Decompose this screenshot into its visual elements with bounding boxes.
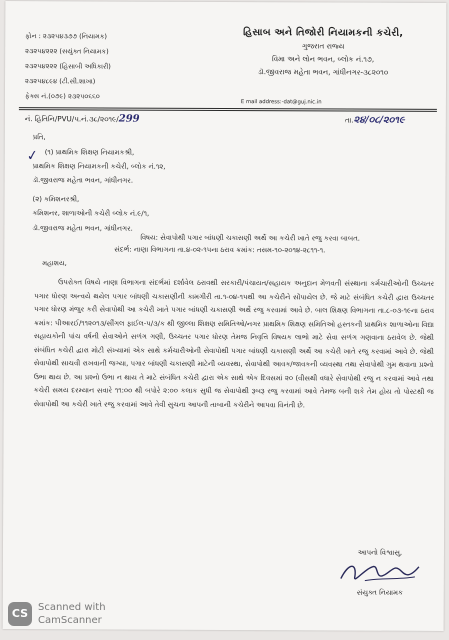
body-paragraph: ઉપરોક્ત વિષયે નાણા વિભાગના સંદર્ભમાં દર્શાવેલ ઠરાવથી સરકારી/પંચાયત/સહાયક અનુદાન મેળવતી સંસ્થાના કર્મચારીઓની ઉચ્ચતર પગાર ધોરણ અન્વયે થયેલ પગાર બાંધણી ચકાસણીની કામગીરી તા.૧-૦૪-૧૫થી આ કચેરીને સોંપાયેલ છે. જે માટે સંબંધિત કચેરી દ્વારા ઉચ્ચતર પગાર ધોરણ મંજુર કરી સેવાપોથી આ કચેરી ખાતે પગાર બાંધણી ચકાસણી અર્થે રજુ કરવામાં આવે છે. બાલ શિક્ષણ વિભાગના તા.૮-૦૩-૧૯ના ઠરાવ ક્રમાંક: પીઆરઈ/૧૧૨૦૧૩/સીંગલ ફાઈલ-૫/૩/ક થી જીલ્લા શિક્ષણ સમિતિઓ/નગર પ્રાથમિક શિક્ષણ સમિતિઓ હસ્તકની પ્રાથમિક શાળાઓના વિદ્યા સહાયકોની પાંચ વર્ષની સેવાઓને સળંગ ગણી, ઉચ્ચતર પગાર ધોરણ તેમજ નિવૃત્તિ વિષયક લાભો માટે સેવા સળંગ ગણવાના ઠરાવેલ છે. જેથી સંબંધિત કચેરી દ્વારા મોટી સંખ્યામાં એક સાથે કર્મચારીઓની સેવાપોથી પગાર બાંધણી ચકાસણી અર્થે આ કચેરી ખાતે રજુ કરવામાં આવે છે. જેથી સેવાપોથી સાચવી રાખવાની જગ્યા, પગાર બાંધણી ચકાસણી માટેની વ્યવસ્થા, સેવાપોથી આવક/જાવકની વ્યવસ્થા તથા સેવાપોથી ગુમ થવાના પ્રશ્નો ઉભા થાય છે. આ પ્રશ્નો ઉભા ન થાય તે માટે સંબંધિત કચેરી દ્વારા એક સાથે એક દિવસમાં ૨૦ (વીસથી વધારે સેવાપોથી રજુ ન કરવામાં આવે તથા કચેરી સમય દરમ્યાન સવારે ૧૧:૦૦ થી બપોરે ૨:૦૦ કલાક સુધી જ સેવાપોથી રૂબરૂ રજુ કરવામાં આવે તેમજ બની શકે તેમ હોય તો પોસ્ટથી જ સેવાપોથી આ કચેરી ખાતે રજુ કરવામાં આવે તેવી સુચના આપની તાબાની કચેરીને આપવા વિનંતી છે. [33, 278, 435, 409]
watermark-line: Scanned with [38, 602, 106, 613]
office-address-line: ડૉ.જીવરાજ મહેતા ભવન, ગાંધીનગર-૩૮૨૦૧૦ [257, 67, 389, 77]
reference-prefix: નં. હિતિનિ/PVU/પ.નં.૩૮/૨૦૧૯/ [24, 114, 119, 124]
closing-yours: આપનો વિશ્વાસુ, [357, 548, 403, 557]
camscanner-logo-icon: CS [8, 602, 32, 626]
recipient-line: (૨) કમિશનરશ્રી, [32, 195, 80, 204]
checkmark-icon: ✓ [25, 147, 40, 165]
letter-page [3, 1, 447, 631]
handwritten-date: ૨૪/૦૮/૨૦૧૯ [353, 114, 405, 126]
reference-number [25, 113, 140, 125]
closing-designation: સંયુક્ત નિયામક [356, 588, 403, 597]
handwritten-signature [335, 558, 425, 586]
header-phone-line: ૨૩૨૫૪૨૨૨ (હિસાબી અધિકારી) [25, 62, 111, 71]
handwritten-outward-number: 299 [118, 113, 140, 125]
recipient-line: ડૉ.જીવરાજ મહેતા ભવન, ગાંધીનગર. [32, 224, 133, 233]
scanner-watermark [8, 600, 128, 630]
header-office-block [215, 26, 431, 79]
date-prefix: તા. [344, 115, 354, 125]
recipient-line: કમિશનર, શાળાઓની કચેરી બ્લોક નં.૯/૧, [32, 209, 150, 218]
office-address-line: વિમા અને લોન ભવન, બ્લોક નં.૧૭, [271, 54, 375, 64]
recipient-line: ડૉ.જીવરાજ મહેતા ભવન, ગાંધીનગર. [32, 176, 134, 185]
watermark-text [38, 601, 106, 627]
office-email: E mail address:-dat@guj.nic.in [240, 99, 322, 106]
signature-block [325, 546, 435, 598]
recipient-line: પ્રાથમિક શિક્ષણ નિયામકની કચેરી, બ્લોક નં.૧૨, [32, 162, 166, 171]
recipient-line: (૧) પ્રાથમિક શિક્ષણ નિયામકશ્રી, [44, 148, 135, 157]
header-contact-block [25, 29, 111, 104]
office-name: હિસાબ અને તિજોરી નિયામકની કચેરી, [243, 27, 404, 39]
office-state: ગુજરાત રાજ્ય [301, 41, 345, 51]
header-phone-line: ૨૩૨૫૪૨૨૨ (સયુંક્ત નિયામક) [25, 47, 109, 56]
letter-date [345, 115, 405, 126]
subject-line: વિષય: સેવાપોથી પગાર બાંધણી ચકાસણી અર્થે આ કચેરી ખાતે રજુ કરવા બાબત. [140, 233, 360, 243]
salutation: મહાશય, [42, 259, 67, 268]
to-label: પ્રતિ, [32, 133, 46, 142]
header-fax-line: ફેક્સ નં.(૦૭૯) ૨૩૨૫૦૬૬૦ [24, 92, 100, 101]
header-phone-line: ૨૩૨૫૪૮૯૪ (ટી.સી.શાખા) [25, 77, 96, 86]
reference-line: સંદર્ભ: નાણા વિભાગના તા.૪-૦૨-૧૫ના ઠરાવ ક્રમાંક: તસમ-૧૦-૨૦૧૪-૨૮૧૧-૧. [114, 245, 326, 255]
header-phone-line: ફોન : ૨૩૨૫૪૩૭૭ (નિયામક) [25, 32, 108, 41]
watermark-line: CamScanner [38, 615, 102, 626]
